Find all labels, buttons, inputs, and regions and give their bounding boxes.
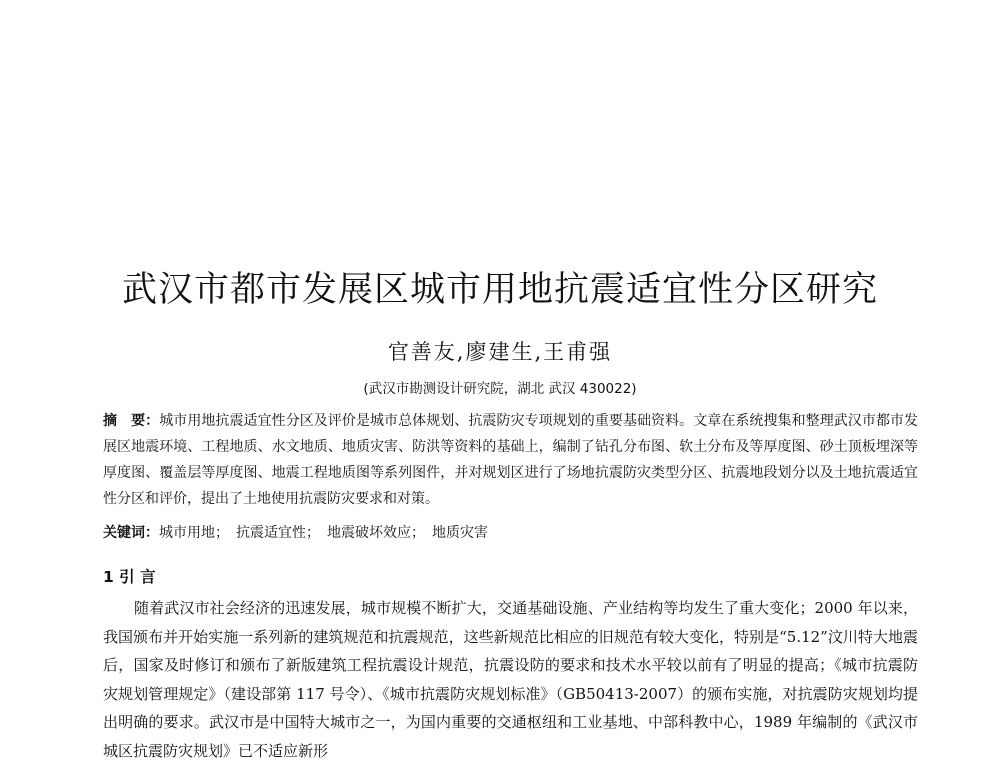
keywords-text: 城市用地； 抗震适宜性； 地震破坏效应； 地质灾害: [159, 525, 488, 541]
introduction-paragraph: 随着武汉市社会经济的迅速发展，城市规模不断扩大，交通基础设施、产业结构等均发生了重大变化；2000 年以来，我国颁布并开始实施一系列新的建筑规范和抗震规范，这些新规范比相应的旧规范有较大变化，特别是“5.12”汶川特大地震后，国家及时修订和颁布了新版建筑工程抗震设计规范，抗震设防的要求和技术水平较以前有了明显的提高；《城市抗震防灾规划管理规定》（建设部第 117 号令）、《城市抗震防灾规划标准》（GB50413-2007）的颁布实施，对抗震防灾规划均提出明确的要求。武汉市是中国特大城市之一，为国内重要的交通枢纽和工业基地、中部科教中心，1989 年编制的《武汉市城区抗震防灾规划》已不适应新形: [103, 599, 918, 760]
author-affiliation: (武汉市勘测设计研究院，湖北 武汉 430022): [363, 381, 637, 397]
keywords: [103, 520, 918, 546]
abstract: [103, 408, 918, 512]
paper-title: 武汉市都市发展区城市用地抗震适宜性分区研究: [121, 270, 878, 310]
abstract-text: 城市用地抗震适宜性分区及评价是城市总体规划、抗震防灾专项规划的重要基础资料。文章在系统搜集和整理武汉市都市发展区地震环境、工程地质、水文地质、地质灾害、防洪等资料的基础上，编制了钻孔分布图、软土分布及等厚度图、砂土顶板埋深等厚度图、覆盖层等厚度图、地震工程地质图等系列图件，并对规划区进行了场地抗震防灾类型分区、抗震地段划分以及土地抗震适宜性分区和评价，提出了土地使用抗震防灾要求和对策。: [103, 413, 919, 507]
author-list: 官善友,廖建生,王甫强: [387, 340, 613, 364]
keywords-label: 关键词：: [103, 525, 159, 541]
section-heading: 1 引 言: [103, 568, 156, 586]
abstract-label: 摘 要：: [103, 413, 160, 429]
